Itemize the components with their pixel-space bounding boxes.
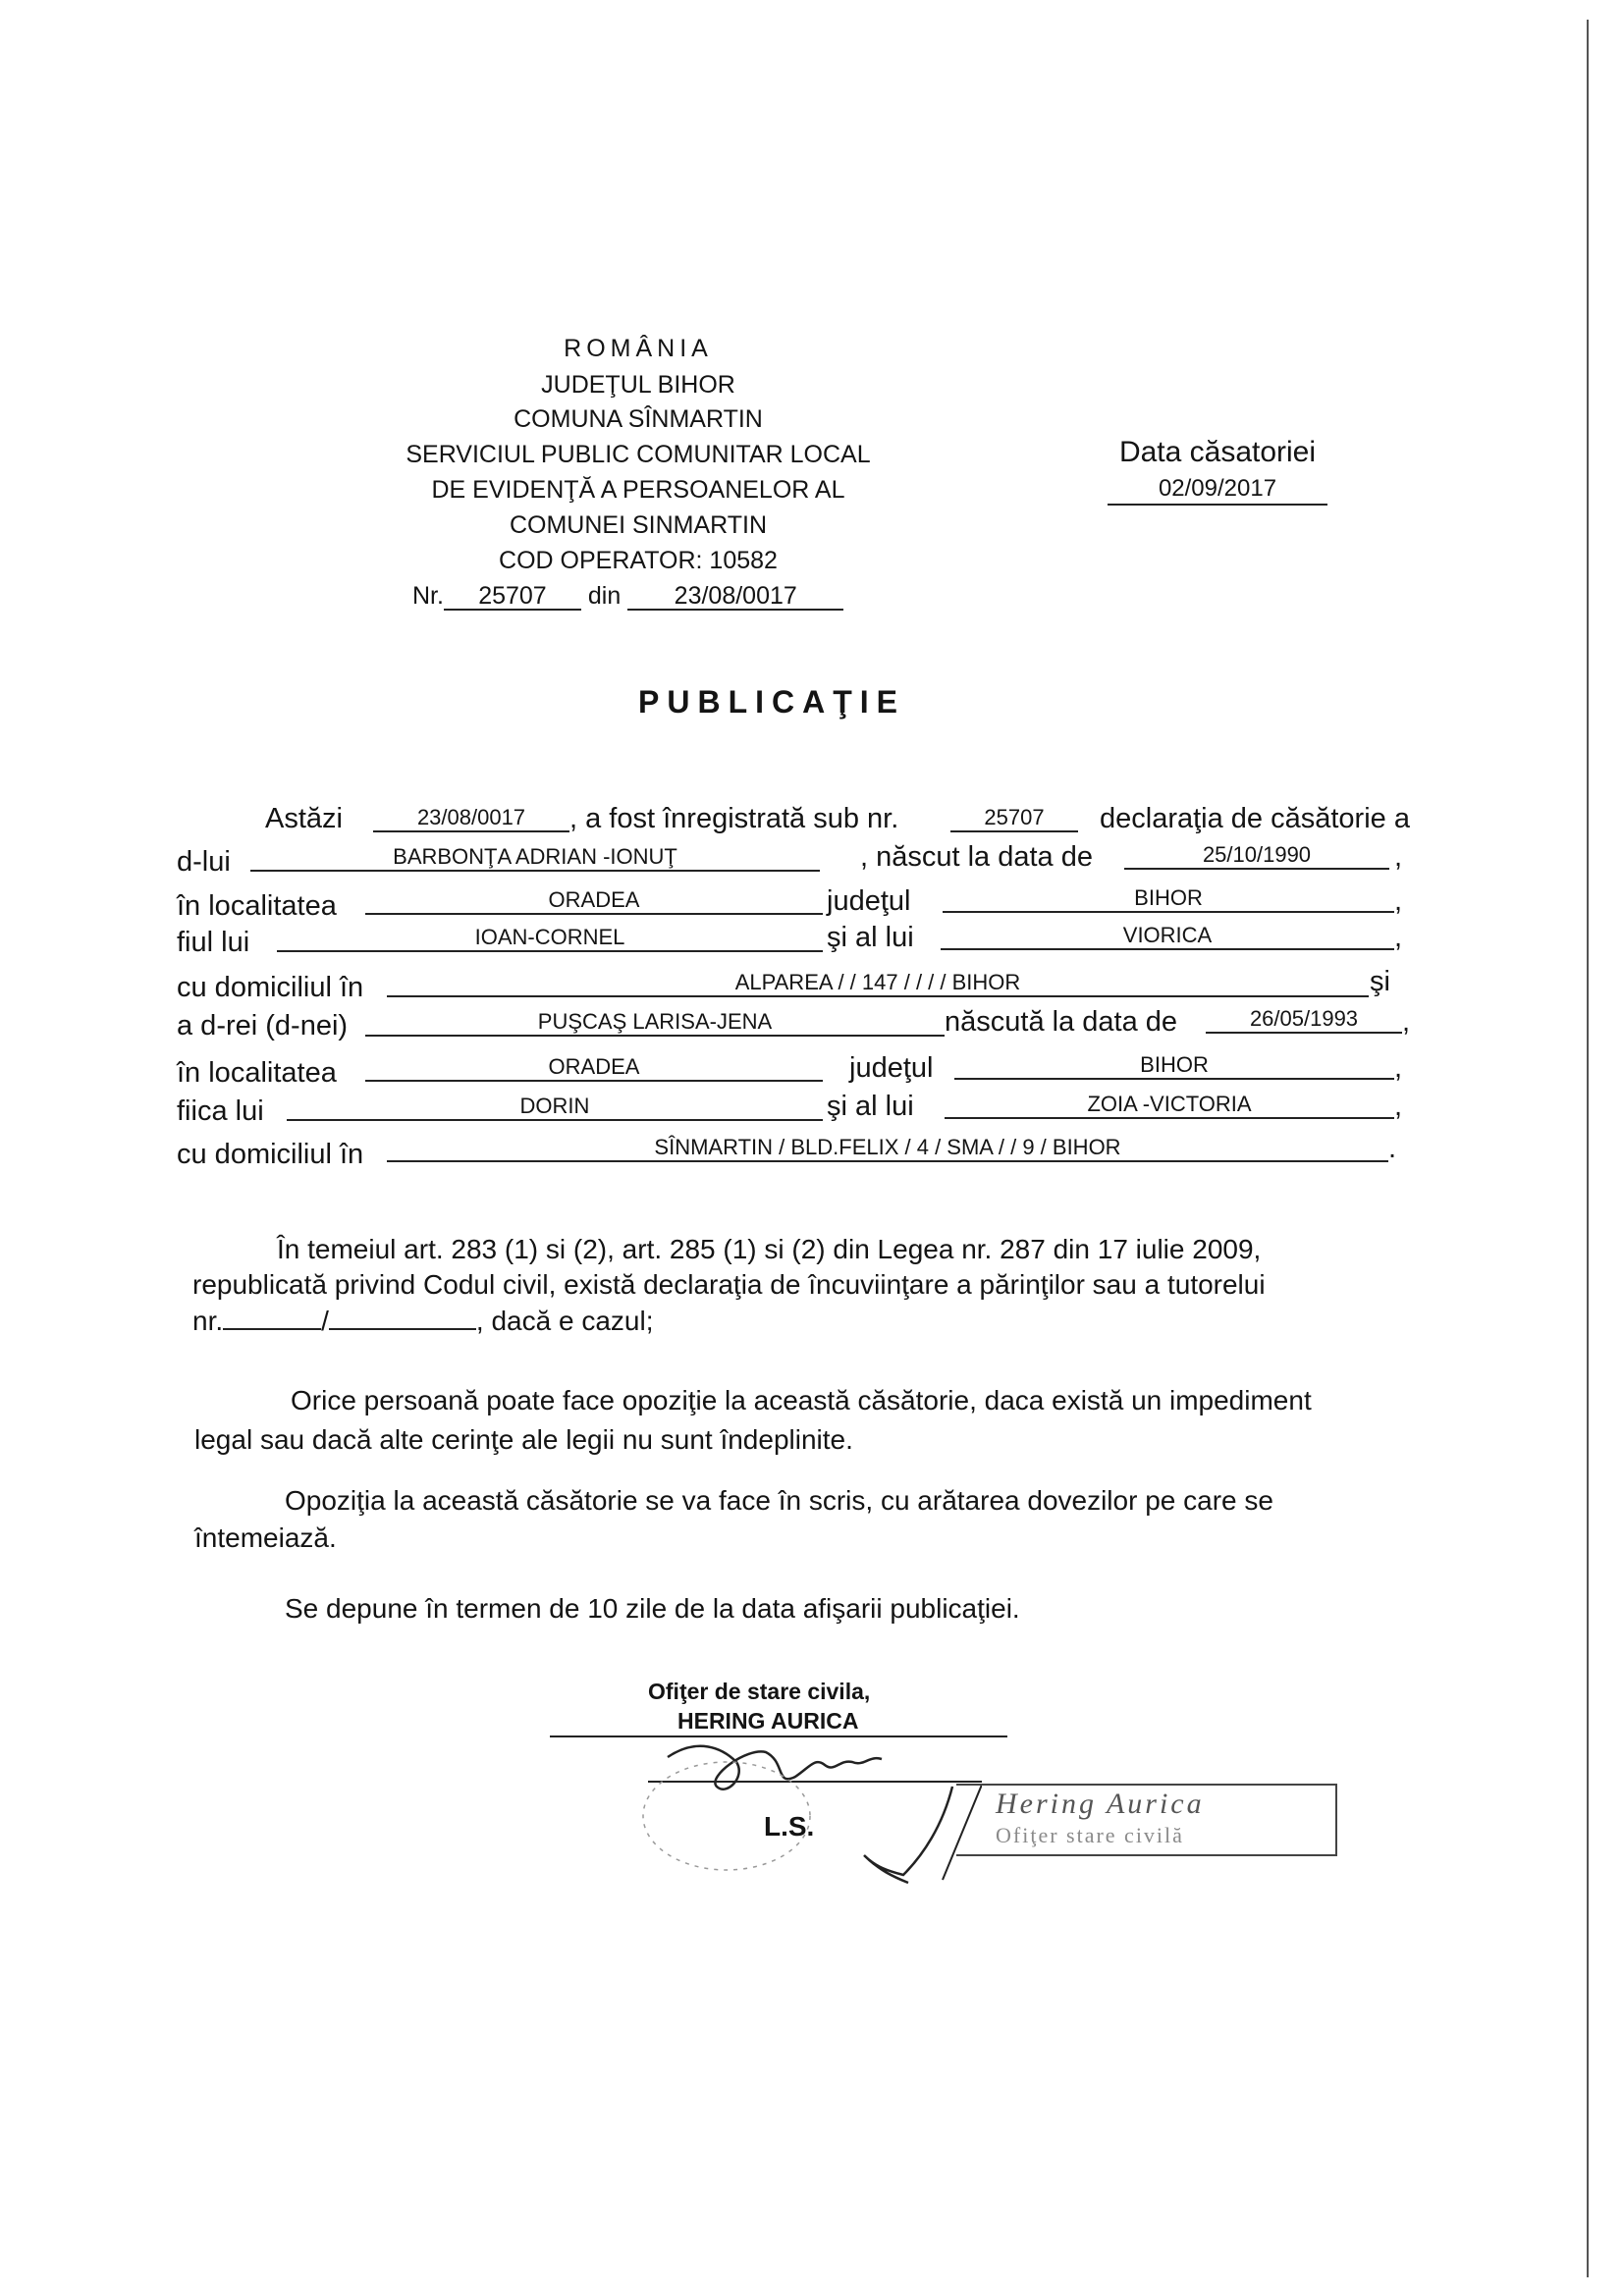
comma: , [1394,1052,1403,1084]
bride-address: SÎNMARTIN / BLD.FELIX / 4 / SMA / / 9 / BIHOR [387,1135,1388,1162]
groom-name: BARBONŢA ADRIAN -IONUŢ [250,844,820,872]
groom-locality: ORADEA [365,887,823,915]
period: . [1388,1133,1397,1164]
officer-stamp [956,1784,1337,1856]
legal-p1-line3 [192,1305,653,1338]
bride-birth: 26/05/1993 [1206,1006,1402,1034]
comma: , [1402,1006,1411,1038]
header-nr-line [412,581,843,611]
daughter-of-label: fiica lui [177,1095,264,1127]
header-county: JUDEŢUL BIHOR [541,371,735,399]
bride-locality-label: în localitatea [177,1057,337,1089]
mrs-label: a d-rei (d-nei) [177,1010,349,1041]
legal-p2-line1: Orice persoană poate face opoziţie la această căsătorie, daca există un impediment [291,1385,1312,1415]
born-f-label: născută la data de [945,1006,1178,1038]
groom-county-label: judeţul [827,885,911,917]
page-title: PUBLICAŢIE [638,684,905,720]
nr-value: 25707 [444,583,581,611]
legal-p3-line2: întemeiază. [194,1522,337,1553]
header-operator-code: COD OPERATOR: 10582 [499,547,778,574]
registration-nr: 25707 [950,805,1078,832]
groom-locality-label: în localitatea [177,890,337,922]
groom-domicile-label: cu domiciliul în [177,972,364,1003]
groom-mother: VIORICA [941,923,1394,950]
born-label: , născut la data de [860,841,1093,873]
groom-birth: 25/10/1990 [1124,842,1389,870]
bride-county-label: judeţul [849,1052,934,1084]
groom-father: IOAN-CORNEL [277,925,823,952]
bride-county: BIHOR [954,1052,1394,1080]
astazi-label: Astăzi [265,803,343,834]
header-country: ROMÂNIA [564,335,713,362]
astazi-value: 23/08/0017 [373,805,569,832]
groom-and-label: şi al lui [827,922,914,953]
comma: , [1394,922,1403,953]
comma: , [1394,841,1403,873]
din-value: 23/08/0017 [627,583,843,611]
legal-p1-line2: republicată privind Codul civil, există declaraţia de încuviinţare a părinţilor sau a tutorelui [192,1269,1266,1300]
officer-name: HERING AURICA [677,1708,859,1734]
signature-scribble-icon [628,1708,982,1885]
legal-slash: / [321,1306,329,1336]
header-commune: COMUNA SÎNMARTIN [514,405,763,433]
legal-p4: Se depune în termen de 10 zile de la data afişarii publicaţiei. [285,1593,1020,1624]
bride-name: PUŞCAŞ LARISA-JENA [365,1009,945,1037]
header-service-line2: DE EVIDENŢĂ A PERSOANELOR AL [431,476,845,504]
mr-label: d-lui [177,846,231,878]
declaration-text: declaraţia de căsătorie a [1100,803,1410,834]
bride-domicile-label: cu domiciliul în [177,1139,364,1170]
bride-locality: ORADEA [365,1054,823,1082]
page-edge-line [1587,20,1589,2277]
legal-p1-line1: În temeiul art. 283 (1) si (2), art. 285 (1) si (2) din Legea nr. 287 din 17 iulie 2009, [277,1234,1262,1264]
legal-p3-line1: Opoziţia la această căsătorie se va face în scris, cu arătarea dovezilor pe care se [285,1485,1273,1516]
groom-address: ALPAREA / / 147 / / / / BIHOR [387,970,1369,997]
bride-and-label: şi al lui [827,1091,914,1122]
din-label: din [587,582,622,610]
legal-nr-label: nr. [192,1306,224,1336]
header-service-line3: COMUNEI SINMARTIN [509,511,768,539]
officer-title: Ofiţer de stare civila, [648,1679,871,1704]
marriage-date-value: 02/09/2017 [1108,474,1327,506]
bride-father: DORIN [287,1094,823,1121]
legal-p2-line2: legal sau dacă alte cerinţe ale legii nu sunt îndeplinite. [194,1424,853,1455]
comma: , [1394,885,1403,917]
legal-if-case: , dacă e cazul; [475,1306,654,1336]
marriage-date-label: Data căsatoriei [1118,436,1317,468]
comma: , [1394,1091,1403,1122]
son-of-label: fiul lui [177,927,250,958]
ls-label: L.S. [764,1811,815,1842]
stamp-line2: Ofiţer stare civilă [996,1823,1184,1847]
nr-label: Nr. [412,582,444,610]
header-service-line1: SERVICIUL PUBLIC COMUNITAR LOCAL [406,441,871,468]
groom-county: BIHOR [943,885,1394,913]
si-label: şi [1370,966,1390,997]
registered-text: , a fost înregistrată sub nr. [569,803,899,834]
bride-mother: ZOIA -VICTORIA [945,1092,1394,1119]
stamp-line1: Hering Aurica [996,1788,1205,1820]
